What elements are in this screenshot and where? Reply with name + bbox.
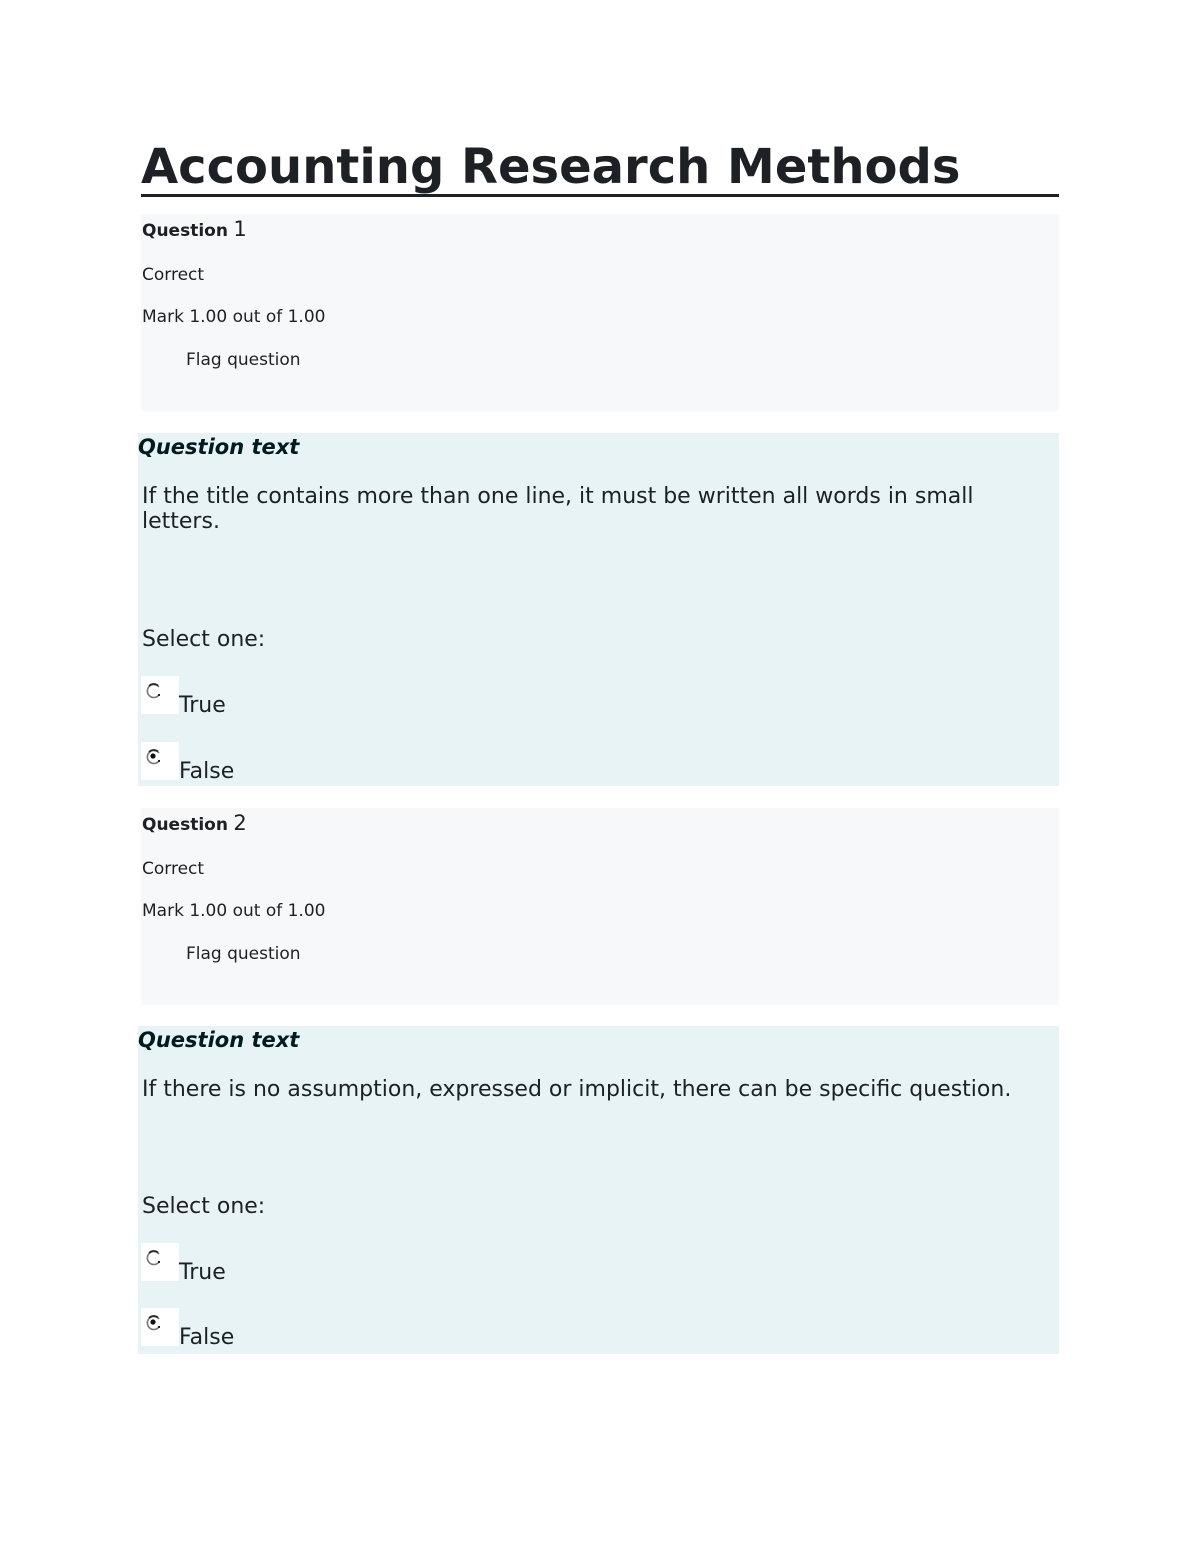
flag-question-button[interactable]: Flag question: [186, 350, 301, 370]
select-one-prompt: Select one:: [142, 627, 266, 652]
question-grade: Mark 1.00 out of 1.00: [142, 307, 326, 327]
question-text-heading: Question text: [138, 1028, 300, 1052]
option-true[interactable]: [141, 1243, 341, 1287]
radio-checked-icon: [145, 748, 163, 766]
radio-unchecked[interactable]: [141, 676, 179, 714]
question-text: If there is no assumption, expressed or implicit, there can be specific question.: [142, 1077, 1012, 1102]
option-label: True: [179, 693, 226, 718]
radio-checked[interactable]: [141, 1308, 179, 1346]
question-content-2: [138, 1026, 1059, 1354]
question-label: Question: [142, 815, 228, 835]
question-state: Correct: [142, 859, 205, 879]
radio-unchecked-icon: [145, 682, 163, 700]
question-number-value: 2: [233, 811, 247, 835]
option-true[interactable]: [141, 676, 341, 720]
question-text-heading: Question text: [138, 435, 300, 459]
question-grade: Mark 1.00 out of 1.00: [142, 901, 326, 921]
question-info-2: [141, 808, 1059, 1005]
question-text: If the title contains more than one line, it must be written all words in small letters.: [142, 484, 974, 534]
radio-unchecked[interactable]: [141, 1243, 179, 1281]
question-content-1: [138, 433, 1059, 786]
page-title: Accounting Research Methods: [141, 138, 1059, 197]
question-info-1: [141, 214, 1059, 411]
radio-checked-icon: [145, 1314, 163, 1332]
question-state: Correct: [142, 265, 205, 285]
radio-unchecked-icon: [145, 1249, 163, 1267]
question-number: [142, 811, 247, 837]
question-number-value: 1: [233, 217, 247, 241]
question-label: Question: [142, 221, 228, 241]
option-label: False: [179, 1325, 235, 1350]
option-false[interactable]: [141, 742, 341, 786]
select-one-prompt: Select one:: [142, 1194, 266, 1219]
flag-question-button[interactable]: Flag question: [186, 944, 301, 964]
radio-checked[interactable]: [141, 742, 179, 780]
option-false[interactable]: [141, 1308, 341, 1352]
option-label: False: [179, 759, 235, 784]
option-label: True: [179, 1260, 226, 1285]
question-number: [142, 217, 247, 243]
